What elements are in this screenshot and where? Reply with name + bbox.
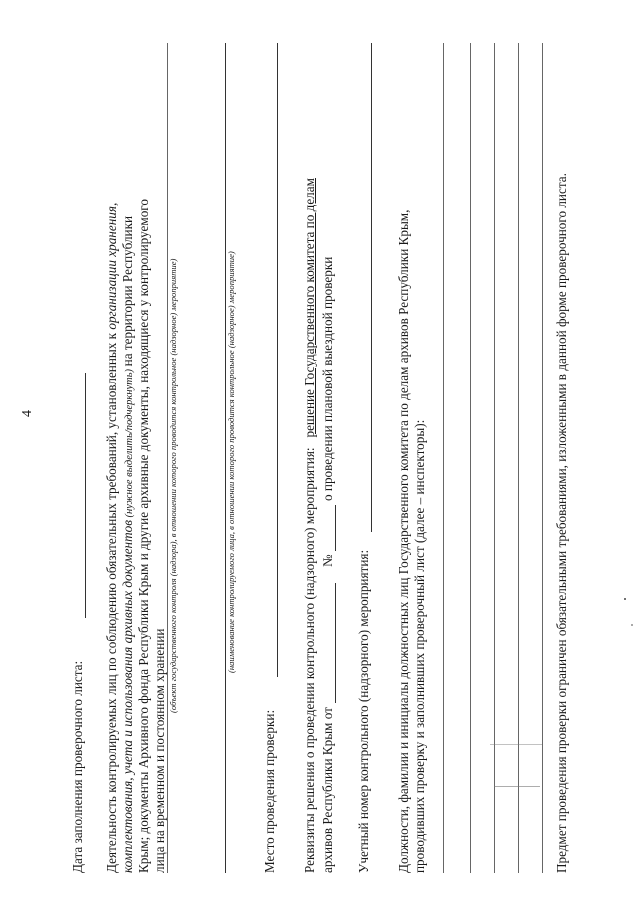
inspector-line-4 <box>518 43 519 873</box>
inspectors-line-2: проводивших проверку и заполнивших проверочный лист (далее – инспекторы): <box>412 419 427 873</box>
decision-date-line <box>335 583 336 703</box>
fill-date-line <box>85 373 86 618</box>
activity-caption: (объект государственного контроля (надзора), в отношении которого проводится контрольное (надзорное) мероприятие) <box>168 258 178 713</box>
inspector-line-3 <box>494 43 495 873</box>
place-line <box>277 43 278 677</box>
inspector-line-1 <box>443 43 444 873</box>
scan-mark <box>494 786 540 787</box>
decision-line-2: архивов Республики Крым от <box>320 707 335 873</box>
inspector-line-2 <box>470 43 471 873</box>
scan-speck <box>624 598 626 600</box>
activity-line-4: лица на временном и постоянном хранении <box>152 628 167 873</box>
fill-date-label: Дата заполнения проверочного листа: <box>70 660 85 873</box>
activity-line-1: Деятельность контролируемых лиц по соблюдению обязательных требований, установленных к организации хранения, <box>104 202 119 873</box>
place-label: Место проведения проверки: <box>262 709 277 873</box>
activity-line-3: Крым; документы Архивного фонда Республики Крым и другие архивные документы, находящиеся у контролируемого <box>136 199 151 873</box>
decision-line-1: Реквизиты решения о проведении контрольного (надзорного) мероприятия: решение Государственного комитета по делам <box>302 178 317 873</box>
scan-speck <box>631 624 633 626</box>
decision-number-sign: № <box>320 554 335 567</box>
activity-line-2: комплектования, учета и использования архивных документов (нужное выделить/подчеркнуть) на территории Республики <box>120 215 135 873</box>
decision-line-2b: о проведении плановой выездной проверки <box>320 256 335 501</box>
registration-label: Учетный номер контрольного (надзорного) мероприятия: <box>356 549 371 873</box>
controlled-person-caption: (наименование контролируемого лица, в отношении которого проводится контрольное (надзорное) мероприятие) <box>226 251 236 673</box>
scan-mark <box>490 744 542 745</box>
inspector-line-5 <box>542 43 543 873</box>
inspectors-line-1: Должности, фамилии и инициалы должностных лиц Государственного комитета по делам архивов Республики Крым, <box>396 209 411 873</box>
subject-line: Предмет проведения проверки ограничен обязательными требованиями, изложенными в данной форме проверочного листа. <box>554 173 569 873</box>
decision-number-line <box>335 505 336 551</box>
page-number: 4 <box>20 410 35 417</box>
registration-line <box>371 43 372 532</box>
